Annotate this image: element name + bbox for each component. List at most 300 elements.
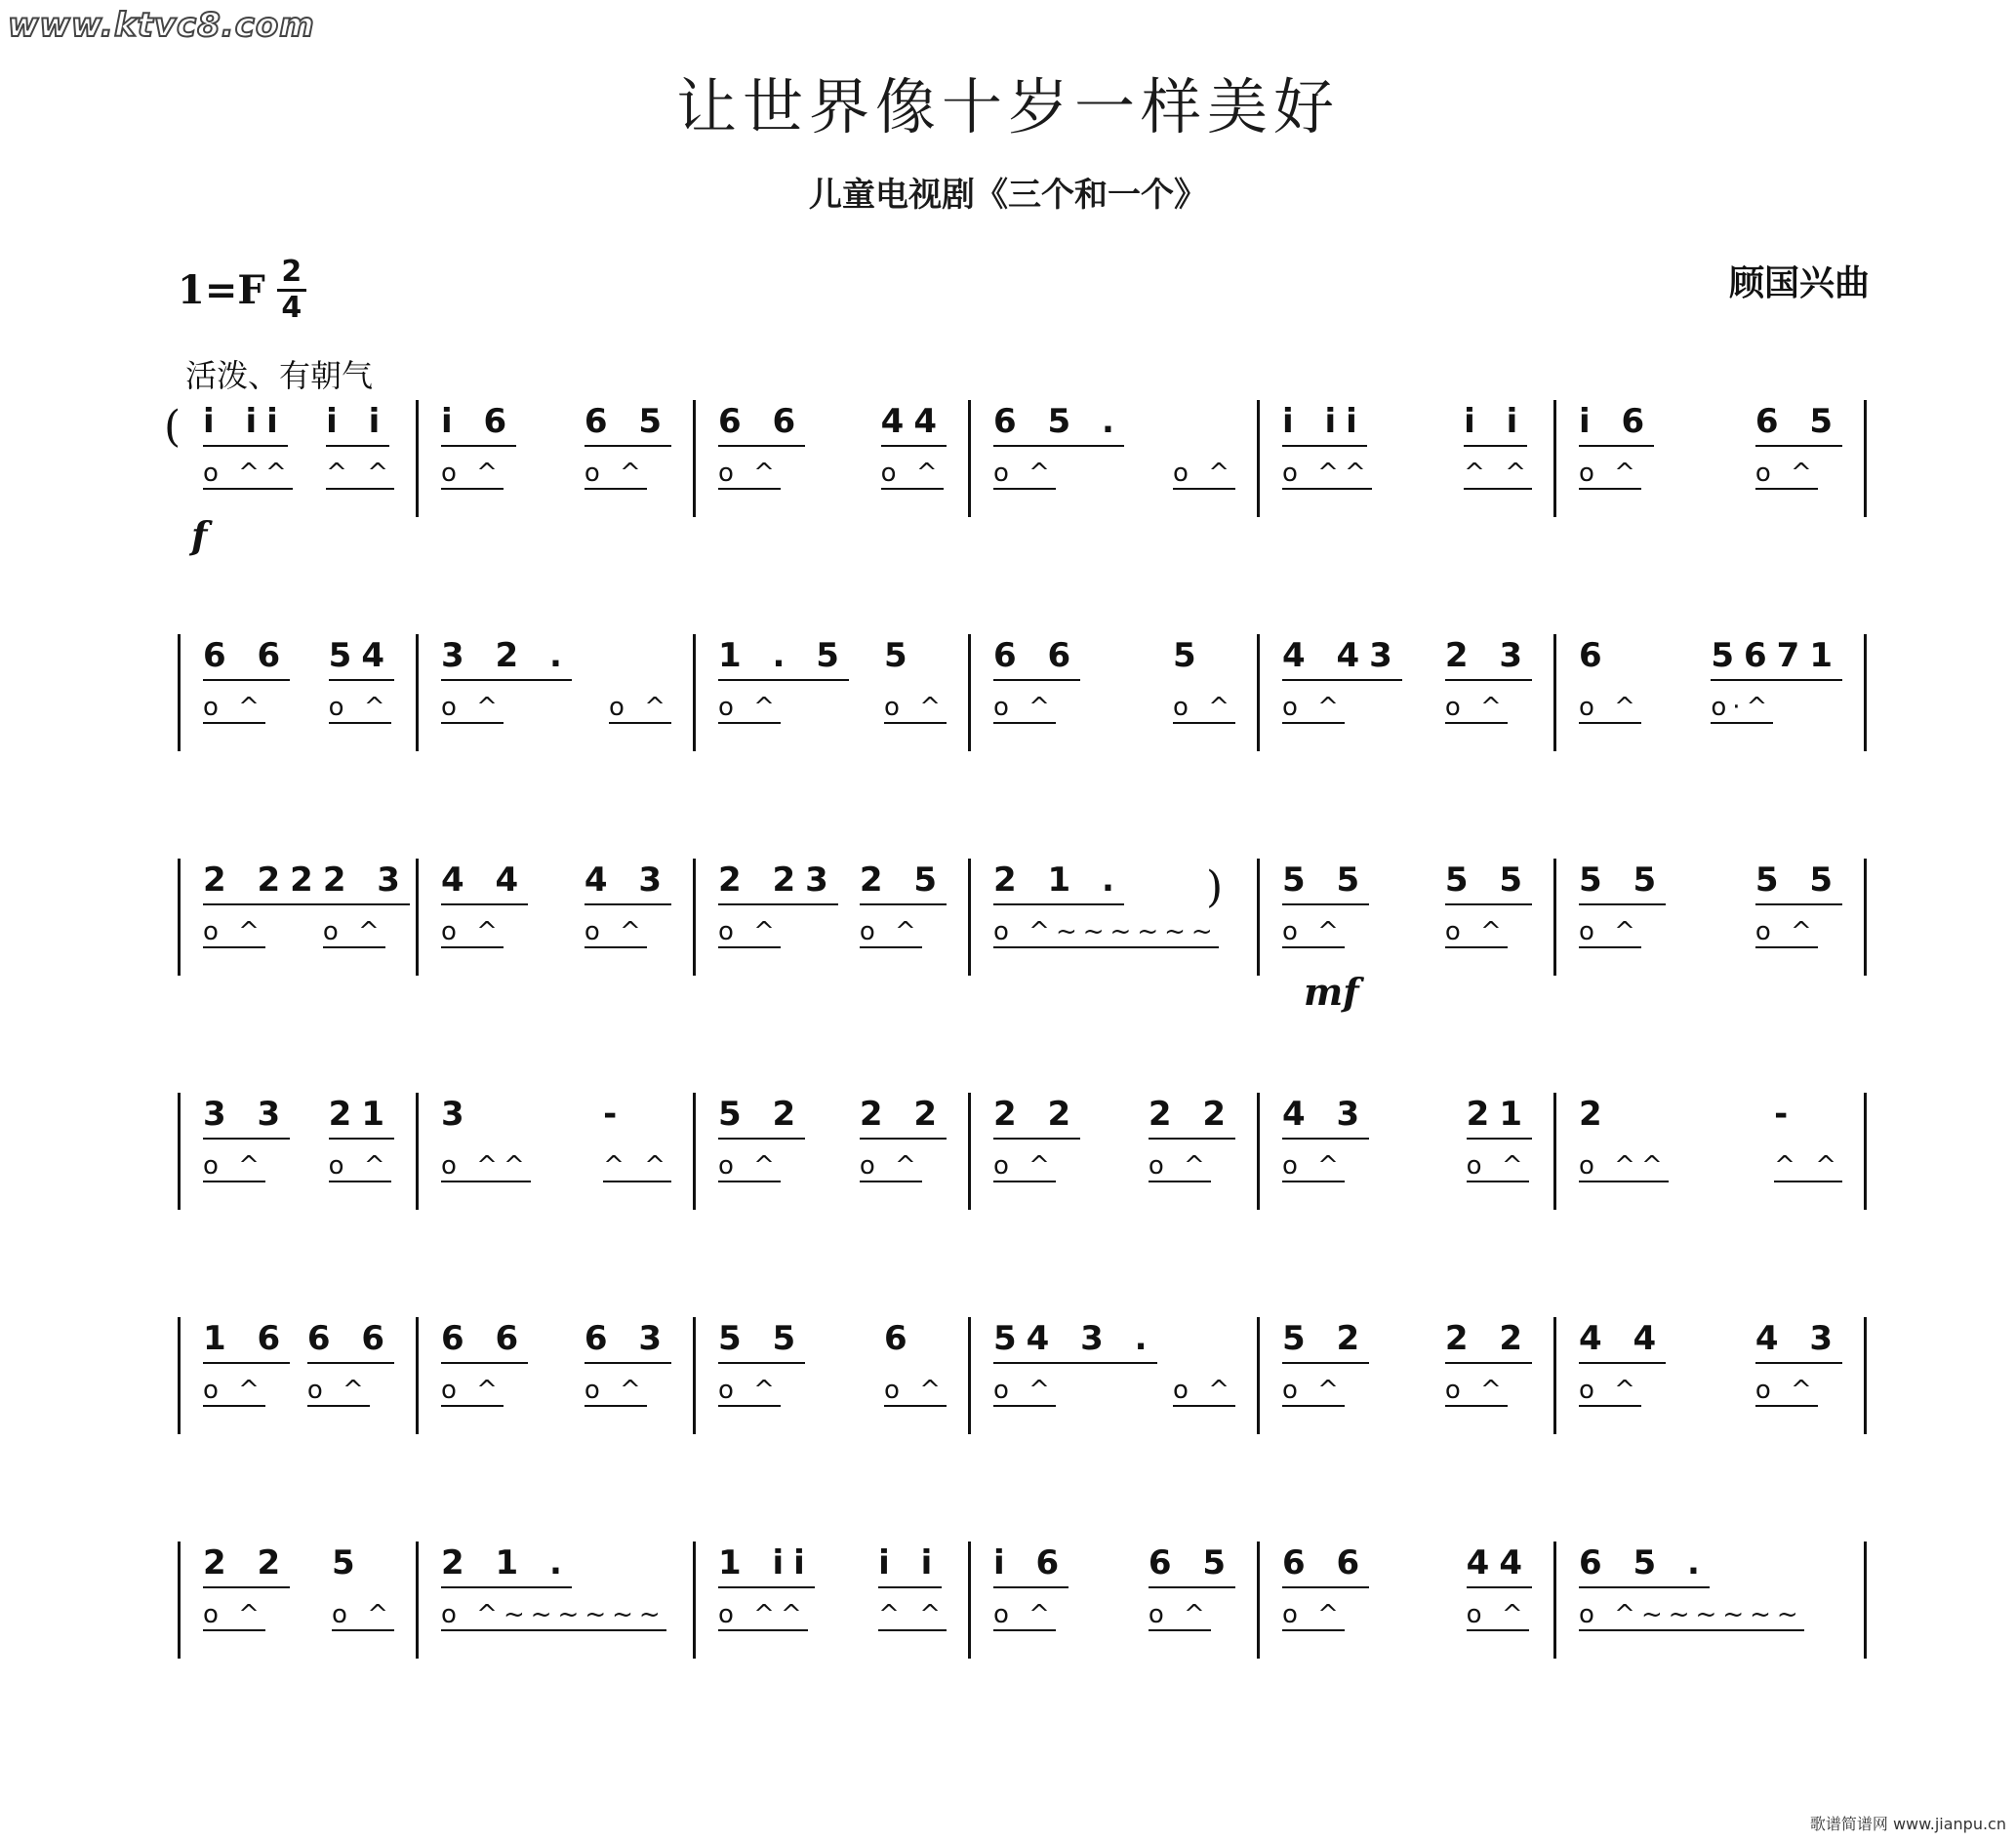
page-title: 让世界像十岁一样美好 <box>675 71 1340 142</box>
bowing-marks: ^ ^ <box>603 1151 671 1181</box>
beat <box>585 1317 671 1434</box>
bar-line <box>1257 634 1260 751</box>
bowing-marks: o ^ <box>859 917 922 946</box>
note-group: 2 5 <box>860 859 947 905</box>
bar-line <box>968 1542 971 1659</box>
bowing-marks: o ^^ <box>1282 459 1372 488</box>
score-row <box>178 1317 1864 1434</box>
bowing-marks: o ^ <box>1466 1151 1529 1181</box>
tempo-marking: 活泼、有朝气 <box>185 357 374 394</box>
note-group: i 6 <box>1579 400 1654 447</box>
note-group: 6 5 <box>1149 1542 1235 1588</box>
note-group: 2 3 <box>323 859 410 905</box>
measure <box>976 859 1253 976</box>
beat <box>1579 1542 1804 1659</box>
score-row <box>178 1542 1864 1659</box>
beat <box>1445 859 1532 976</box>
bowing-marks: o ^ <box>880 459 944 488</box>
note-group: 5 5 <box>1755 859 1842 905</box>
beat <box>323 859 410 976</box>
beat <box>1467 1542 1532 1659</box>
time-denominator: 4 <box>281 291 302 325</box>
bowing-marks: o ^ <box>1282 1600 1345 1629</box>
note-group: 3 2 . <box>441 634 572 681</box>
beat <box>585 400 671 517</box>
note-group: 4 3 <box>1282 1093 1369 1140</box>
bar-line <box>178 1093 181 1210</box>
beat <box>1282 634 1402 751</box>
bowing-marks: o ^ <box>718 917 781 946</box>
note-group: 6 5 . <box>1579 1542 1710 1588</box>
bowing-marks: o ^ <box>203 1600 265 1629</box>
note-group: i i <box>1464 400 1527 447</box>
measure <box>701 1317 964 1434</box>
note-group: 6 6 <box>203 634 290 681</box>
bar-line <box>693 400 696 517</box>
note-group: 44 <box>1467 1542 1532 1588</box>
beat <box>203 634 290 751</box>
beat <box>993 400 1124 517</box>
bowing-marks: o ^ <box>993 459 1056 488</box>
bar-line <box>1864 1542 1867 1659</box>
dynamic-mf: mf <box>1304 970 1359 1014</box>
bowing-marks: o ^ <box>441 693 504 722</box>
bowing-marks: o ^ <box>441 459 504 488</box>
measure <box>976 1542 1253 1659</box>
measure <box>976 400 1253 517</box>
bar-line <box>1553 1317 1556 1434</box>
beat <box>1579 1317 1666 1434</box>
beat <box>1173 634 1235 751</box>
bar-line <box>1553 400 1556 517</box>
bowing-marks: o ^ <box>1444 693 1508 722</box>
bowing-marks: o ^ <box>203 1151 265 1181</box>
bowing-marks: o ^ <box>441 917 504 946</box>
close-paren: ) <box>1206 862 1224 912</box>
measure <box>701 1093 964 1210</box>
bowing-marks: o ^ <box>203 917 265 946</box>
bowing-marks: o ^ <box>1282 1151 1345 1181</box>
key-signature <box>178 256 306 325</box>
note-group: 5 2 <box>718 1093 805 1140</box>
bowing-marks: o ^ <box>1148 1600 1211 1629</box>
note-group: - <box>1774 1095 1798 1134</box>
bowing-marks: o ^ <box>328 1151 391 1181</box>
bar-line <box>968 1093 971 1210</box>
bowing-marks: o ^ <box>993 1600 1056 1629</box>
score-row <box>178 400 1864 517</box>
bar-line <box>416 859 419 976</box>
beat <box>1579 1093 1669 1210</box>
bar-line <box>1553 634 1556 751</box>
note-group: 2 23 <box>718 859 838 905</box>
bowing-marks: o ^ <box>993 1151 1056 1181</box>
bar-line <box>968 634 971 751</box>
measure <box>1265 1317 1550 1434</box>
note-group: 2 22 <box>203 859 323 905</box>
note-group: 5 2 <box>1282 1317 1369 1364</box>
beat <box>860 859 947 976</box>
beat <box>1282 1093 1369 1210</box>
watermark: www.ktvc8.com <box>8 6 315 45</box>
note-group: 6 6 <box>1282 1542 1369 1588</box>
note-group: i 6 <box>441 400 516 447</box>
measure <box>701 859 964 976</box>
bowing-marks: o ^ <box>609 693 671 722</box>
bowing-marks: o ^^ <box>441 1151 531 1181</box>
bowing-marks: o ^ <box>718 1376 781 1405</box>
measure <box>1561 1542 1860 1659</box>
beat <box>441 400 516 517</box>
bowing-marks: o ^ <box>884 693 947 722</box>
bar-line <box>416 1093 419 1210</box>
measure <box>1561 1317 1860 1434</box>
measure <box>1561 859 1860 976</box>
bowing-marks: o ^ <box>1173 459 1235 488</box>
bowing-marks: o ^ <box>884 1376 947 1405</box>
bowing-marks: o ^ <box>203 1376 265 1405</box>
note-group: 4 3 <box>585 859 671 905</box>
bowing-marks: o ^~~~~~~ <box>1579 1600 1804 1629</box>
bar-line <box>693 1093 696 1210</box>
bowing-marks: o ^ <box>328 693 391 722</box>
bowing-marks: o ^ <box>1444 917 1508 946</box>
beat <box>993 1317 1157 1434</box>
measure <box>423 400 689 517</box>
note-group: 4 43 <box>1282 634 1402 681</box>
note-group: 3 3 <box>203 1093 290 1140</box>
beat <box>1774 1093 1842 1210</box>
note-group: 5 5 <box>718 1317 805 1364</box>
bowing-marks: ^ ^ <box>326 459 394 488</box>
bar-line <box>693 1542 696 1659</box>
bowing-marks: o ^ <box>1173 693 1235 722</box>
note-group: 6 6 <box>441 1317 528 1364</box>
measure <box>1265 1542 1550 1659</box>
beat <box>1149 1093 1235 1210</box>
note-group: 1 ii <box>718 1542 815 1588</box>
note-group: 6 <box>1579 636 1612 675</box>
beat <box>332 1542 394 1659</box>
bar-line <box>1864 1093 1867 1210</box>
note-group: 54 3 . <box>993 1317 1157 1364</box>
bowing-marks: o ^ <box>306 1376 370 1405</box>
note-group: 5 <box>1173 636 1206 675</box>
note-group: 21 <box>1467 1093 1532 1140</box>
time-signature <box>277 256 306 325</box>
bar-line <box>1257 1093 1260 1210</box>
measure <box>185 1093 412 1210</box>
note-group: i i <box>326 400 389 447</box>
note-group: 2 2 <box>1149 1093 1235 1140</box>
bowing-marks: ^ ^ <box>1464 459 1532 488</box>
note-group: 1 6 <box>203 1317 290 1364</box>
bar-line <box>1257 1317 1260 1434</box>
note-group: 6 5 <box>585 400 671 447</box>
note-group: 4 4 <box>441 859 528 905</box>
bar-line <box>693 859 696 976</box>
bar-line <box>1257 1542 1260 1659</box>
bar-line <box>416 1317 419 1434</box>
note-group: 54 <box>329 634 394 681</box>
beat <box>1755 400 1842 517</box>
beat <box>718 634 849 751</box>
measure <box>185 400 412 517</box>
note-group: 5 <box>332 1543 365 1582</box>
note-group: 2 2 <box>860 1093 947 1140</box>
beat <box>993 634 1080 751</box>
bowing-marks: o ^ <box>1282 693 1345 722</box>
dynamic-f: f <box>191 513 208 557</box>
beat <box>441 1093 531 1210</box>
bowing-marks: o ^ <box>1754 459 1818 488</box>
bar-line <box>416 400 419 517</box>
beat <box>326 400 394 517</box>
note-group: 6 6 <box>718 400 805 447</box>
measure <box>976 634 1253 751</box>
bowing-marks: o ^ <box>584 1376 647 1405</box>
bowing-marks: o ^ <box>718 693 781 722</box>
measure <box>423 1317 689 1434</box>
beat <box>307 1317 394 1434</box>
bowing-marks: o ^ <box>1444 1376 1508 1405</box>
note-group: 3 <box>441 1095 474 1134</box>
bowing-marks: o ^^ <box>1579 1151 1669 1181</box>
beat <box>993 1542 1068 1659</box>
bowing-marks: o ^ <box>1579 917 1641 946</box>
bar-line <box>968 400 971 517</box>
note-group: 5 5 <box>1282 859 1369 905</box>
footer-credit: 歌谱简谱网 www.jianpu.cn <box>1809 1815 2006 1833</box>
composer: 顾国兴曲 <box>1728 263 1870 303</box>
beat <box>1464 400 1532 517</box>
beat <box>1173 400 1235 517</box>
beat <box>585 859 671 976</box>
beat <box>203 859 323 976</box>
measure <box>976 1317 1253 1434</box>
beat <box>203 1317 290 1434</box>
beat <box>881 400 947 517</box>
bowing-marks: o ^ <box>1282 1376 1345 1405</box>
subtitle: 儿童电视剧《三个和一个》 <box>809 176 1207 215</box>
note-group: 6 5 . <box>993 400 1124 447</box>
beat <box>1579 400 1654 517</box>
beat <box>1282 1317 1369 1434</box>
note-group: 5 <box>884 636 917 675</box>
measure <box>423 1093 689 1210</box>
measure <box>185 1317 412 1434</box>
bar-line <box>1553 859 1556 976</box>
beat <box>203 1542 290 1659</box>
beat <box>884 1317 947 1434</box>
bar-line <box>178 634 181 751</box>
bowing-marks: ^ ^ <box>878 1600 947 1629</box>
bowing-marks: o ^ <box>1579 693 1641 722</box>
bowing-marks: o ^^ <box>203 459 293 488</box>
measure <box>185 1542 412 1659</box>
note-group: 2 <box>1579 1095 1612 1134</box>
note-group: 2 3 <box>1445 634 1532 681</box>
note-group: 21 <box>329 1093 394 1140</box>
beat <box>1467 1093 1532 1210</box>
key-label: 1=F <box>178 267 265 313</box>
bowing-marks: o ^ <box>859 1151 922 1181</box>
measure <box>423 634 689 751</box>
bowing-marks: o ^ <box>1173 1376 1235 1405</box>
beat <box>1173 1317 1235 1434</box>
note-group: 6 <box>884 1319 917 1358</box>
bowing-marks: o ^ <box>993 693 1056 722</box>
score-row <box>178 859 1864 976</box>
score-row <box>178 634 1864 751</box>
measure <box>701 400 964 517</box>
beat <box>329 634 394 751</box>
note-group: 2 1 . <box>993 859 1124 905</box>
beat <box>1282 400 1372 517</box>
bar-line <box>1864 634 1867 751</box>
beat <box>878 1542 947 1659</box>
measure <box>701 634 964 751</box>
measure <box>423 1542 689 1659</box>
beat <box>603 1093 671 1210</box>
beat <box>718 1093 805 1210</box>
bar-line <box>968 859 971 976</box>
beat <box>884 634 947 751</box>
note-group: 6 3 <box>585 1317 671 1364</box>
note-group: 2 2 <box>993 1093 1080 1140</box>
note-group: 2 2 <box>1445 1317 1532 1364</box>
note-group: 44 <box>881 400 947 447</box>
bar-line <box>416 634 419 751</box>
bowing-marks: o ^ <box>441 1376 504 1405</box>
note-group: 6 6 <box>993 634 1080 681</box>
score-row <box>178 1093 1864 1210</box>
note-group: 5671 <box>1711 634 1842 681</box>
beat <box>860 1093 947 1210</box>
bowing-marks: o ^ <box>1148 1151 1211 1181</box>
beat <box>993 859 1219 976</box>
bowing-marks: o ^ <box>322 917 385 946</box>
beat <box>329 1093 394 1210</box>
measure <box>1265 859 1550 976</box>
note-group: 6 6 <box>307 1317 394 1364</box>
note-group: i 6 <box>993 1542 1068 1588</box>
bar-line <box>178 859 181 976</box>
beat <box>1149 1542 1235 1659</box>
open-paren: ( <box>164 402 181 452</box>
bar-line <box>693 634 696 751</box>
bowing-marks: o ^ <box>1579 1376 1641 1405</box>
note-group: i ii <box>1282 400 1367 447</box>
bowing-marks: o ^~~~~~~ <box>993 917 1219 946</box>
beat <box>1755 859 1842 976</box>
beat <box>1445 1317 1532 1434</box>
bar-line <box>1864 859 1867 976</box>
bowing-marks: o ^ <box>718 1151 781 1181</box>
note-group: 2 2 <box>203 1542 290 1588</box>
bar-line <box>1864 400 1867 517</box>
beat <box>718 400 805 517</box>
measure <box>1561 1093 1860 1210</box>
beat <box>1755 1317 1842 1434</box>
note-group: 2 1 . <box>441 1542 572 1588</box>
bowing-marks: o ^ <box>203 693 265 722</box>
measure <box>1265 1093 1550 1210</box>
measure <box>701 1542 964 1659</box>
bowing-marks: o ^~~~~~~ <box>441 1600 666 1629</box>
bowing-marks: ^ ^ <box>1774 1151 1842 1181</box>
beat <box>718 859 838 976</box>
bar-line <box>1864 1317 1867 1434</box>
beat <box>1282 859 1369 976</box>
beat <box>1282 1542 1369 1659</box>
bowing-marks: o ^ <box>1754 917 1818 946</box>
beat <box>993 1093 1080 1210</box>
bowing-marks: o ^ <box>332 1600 394 1629</box>
measure <box>1265 400 1550 517</box>
beat <box>441 1542 666 1659</box>
beat <box>718 1542 815 1659</box>
note-group: 5 5 <box>1445 859 1532 905</box>
note-group: 6 5 <box>1755 400 1842 447</box>
note-group: i ii <box>203 400 288 447</box>
note-group: 1 . 5 <box>718 634 849 681</box>
bar-line <box>416 1542 419 1659</box>
bar-line <box>178 1542 181 1659</box>
bowing-marks: o ^ <box>1579 459 1641 488</box>
measure <box>1561 400 1860 517</box>
beat <box>609 634 671 751</box>
bowing-marks: o ^ <box>1754 1376 1818 1405</box>
beat <box>718 1317 805 1434</box>
bar-line <box>693 1317 696 1434</box>
bowing-marks: o ^ <box>718 459 781 488</box>
measure <box>185 634 412 751</box>
beat <box>1711 634 1842 751</box>
beat <box>1579 859 1666 976</box>
note-group: i i <box>878 1542 942 1588</box>
beat <box>441 1317 528 1434</box>
bowing-marks: o ^ <box>993 1376 1056 1405</box>
bowing-marks: o ^ <box>584 459 647 488</box>
bowing-marks: o ^ <box>1282 917 1345 946</box>
bowing-marks: o ^ <box>1466 1600 1529 1629</box>
bar-line <box>1553 1542 1556 1659</box>
note-group: 4 3 <box>1755 1317 1842 1364</box>
beat <box>1579 634 1641 751</box>
measure <box>185 859 412 976</box>
measure <box>976 1093 1253 1210</box>
note-group: 4 4 <box>1579 1317 1666 1364</box>
bar-line <box>1553 1093 1556 1210</box>
bar-line <box>178 1317 181 1434</box>
bowing-marks: o ^^ <box>718 1600 808 1629</box>
beat <box>203 400 293 517</box>
time-numerator: 2 <box>281 255 302 289</box>
note-group: - <box>603 1095 627 1134</box>
measure <box>423 859 689 976</box>
beat <box>203 1093 290 1210</box>
bar-line <box>968 1317 971 1434</box>
beat <box>441 634 572 751</box>
bowing-marks: o·^ <box>1711 693 1774 722</box>
measure <box>1561 634 1860 751</box>
measure <box>1265 634 1550 751</box>
beat <box>441 859 528 976</box>
bar-line <box>1257 859 1260 976</box>
bar-line <box>1257 400 1260 517</box>
note-group: 5 5 <box>1579 859 1666 905</box>
